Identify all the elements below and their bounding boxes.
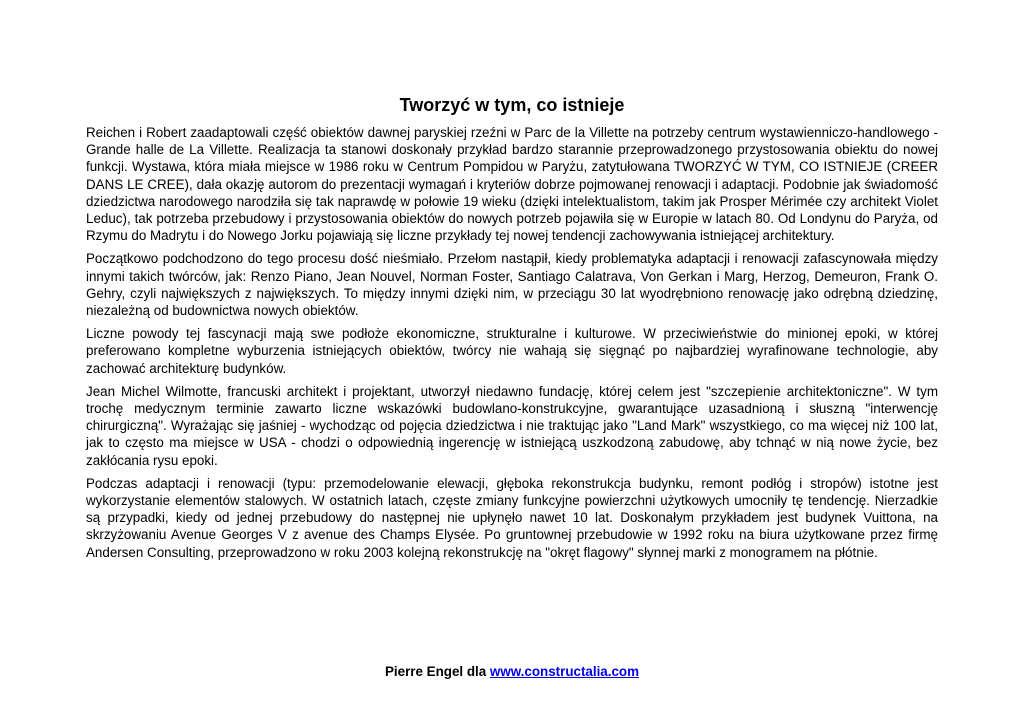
footer-author: Pierre Engel dla (384, 664, 490, 679)
paragraph-2: Początkowo podchodzono do tego procesu dość nieśmiało. Przełom nastąpił, kiedy problematyka adaptacji i renowacji zafascynowała między innymi takich twórców, jak: Renzo Piano, Jean Nouvel, Norman Foster, Santiago Calatrava, Von Gerkan i Marg, Herzog, Demeuron, Frank O. Gehry, czyli największych z największych. To między innymi dzięki nim, w przeciągu 30 lat wyodrębniono renowację jako odrębną dziedzinę, niezależną od budownictwa nowych obiektów. (86, 251, 938, 319)
page-title: Tworzyć w tym, co istnieje (399, 95, 625, 115)
document-body (86, 124, 938, 567)
footer (86, 663, 938, 680)
paragraph-1: Reichen i Robert zaadaptowali część obiektów dawnej paryskiej rzeźni w Parc de la Villette na potrzeby centrum wystawienniczo-handlowego - Grande halle de La Villette. Realizacja ta stanowi doskonały przykład bardzo starannie przeprowadzonego przystosowania obiektu do nowej funkcji. Wystawa, która miała miejsce w 1986 roku w Centrum Pompidou w Paryżu, zatytułowana TWORZYĆ W TYM, CO ISTNIEJE (CREER DANS LE CREE), dała okazję autorom do prezentacji wymagań i kryteriów dobrze pojmowanej renowacji i adaptacji. Podobnie jak świadomość dziedzictwa narodowego narodziła się tak naprawdę w połowie 19 wieku (dzięki intelektualistom, takim jak Prosper Mérimée czy architekt Violet Leduc), tak potrzeba przebudowy i przystosowania obiektów do nowych potrzeb pojawiła się w Europie w latach 80. Od Londynu do Paryża, od Rzymu do Madrytu i do Nowego Jorku pojawiają się liczne przykłady tej nowej tendencji zachowywania istniejącej architektury. (86, 125, 938, 244)
paragraph-4: Jean Michel Wilmotte, francuski architekt i projektant, utworzył niedawno fundację, której celem jest "szczepienie architektoniczne". W tym trochę medycznym terminie zawarto liczne wskazówki budowlano-konstrukcyjne, gwarantujące uzasadnioną i słuszną "interwencję chirurgiczną". Wyrażając się jaśniej - wychodząc od pojęcia dziedzictwa i nie traktując jako "Land Mark" wszystkiego, co ma więcej niż 100 lat, jak to często ma miejsce w USA - chodzi o odpowiednią ingerencję w istniejącą uszkodzoną zabudowę, aby tchnąć w nią nowe życie, bez zakłócania rysu epoki. (86, 383, 938, 468)
paragraph-3: Liczne powody tej fascynacji mają swe podłoże ekonomiczne, strukturalne i kulturowe. W przeciwieństwie do minionej epoki, w której preferowano kompletne wyburzenia istniejących obiektów, twórcy nie wahają się sięgnąć po najbardziej wyrafinowane technologie, aby zachować architekturę budynków. (86, 326, 938, 376)
constructalia-link[interactable]: www.constructalia.com (489, 664, 639, 679)
paragraph-5: Podczas adaptacji i renowacji (typu: przemodelowanie elewacji, głęboka rekonstrukcja budynku, remont podłóg i stropów) istotne jest wykorzystanie elementów stalowych. W ostatnich latach, częste zmiany funkcyjne powierzchni użytkowych umocniły tę tendencję. Nierzadkie są przypadki, kiedy od jednej przebudowy do następnej nie upłynęło nawet 10 lat. Doskonałym przykładem jest budynek Vuittona, na skrzyżowaniu Avenue Georges V z avenue des Champs Elysée. Po gruntownej przebudowie w 1992 roku na biura użytkowane przez firmę Andersen Consulting, przeprowadzono w roku 2003 kolejną rekonstrukcję na "okręt flagowy" słynnej marki z monogramem na płótnie. (86, 475, 938, 560)
